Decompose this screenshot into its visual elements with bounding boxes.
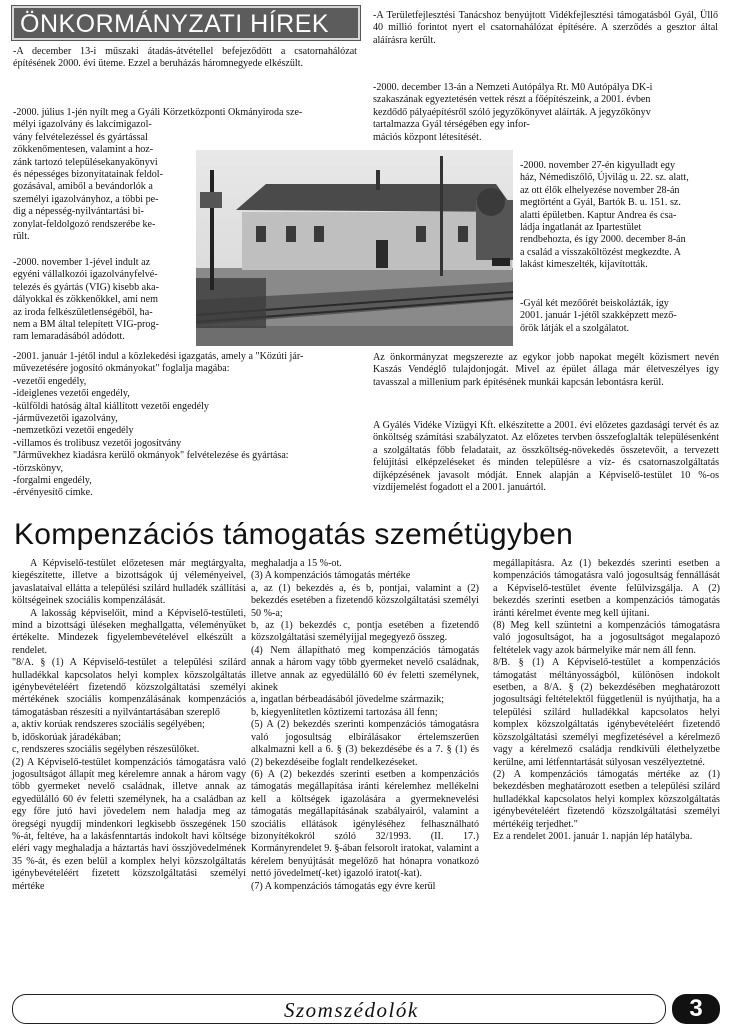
section-header — [12, 6, 360, 40]
vig-line: az iroda felkészületlenségéből, ha- — [13, 306, 153, 318]
vig-line: egyéni vállalkozói igazolványfelvé- — [13, 269, 158, 281]
paragraph-mezoor — [520, 298, 719, 335]
kozlekedesi-line: -villamos és trolibusz vezetői jogosítvány — [13, 437, 182, 449]
article-paragraph: (4) Nem állapítható meg kompenzációs támogatás annak a három vagy több gyermeket nevelő családnak, illetve annak az egyedülálló 60 év feletti személynek, akinek — [251, 644, 479, 694]
article-paragraph: a, ingatlan bérbeadásából jövedelme származik; — [251, 694, 445, 706]
article-paragraph: (3) A kompenzációs támogatás mértéke — [251, 570, 411, 582]
article-paragraph: a, az (1) bekezdés a, és b, pontjai, valamint a (2) bekezdés esetében a fizetendő közszolgáltatási személyi 50 %-a; — [251, 582, 479, 619]
kozlekedesi-line: -járművezetői igazolvány, — [13, 413, 118, 425]
tuzeset-line: lakást kimeszelték, kijavították. — [520, 259, 648, 271]
article-paragraph: (2) A Képviselő-testület kompenzációs támogatásra való jogosultságot állapít meg kérelemre annak a három vagy több gyermeket nevelő családnak, illetve annak az egyedülálló 60 év feletti személynek, ha a családban az egy főre jutó havi jövedelem nem haladja meg az öregségi nyugdíj mindenkori legkisebb összegének 150 %-át, feltéve, ha a lakásfenntartás indokolt havi költsége eléri vagy meghaladja a háztartás havi összjövedelmének 35 %-át, és ezen belül a komplex helyi közszolgáltatás igénybevételéért fizetett közszolgáltatási személyi mértéke — [12, 756, 246, 892]
okmanyiroda-line: -2000. július 1-jén nyílt meg a Gyáli Körzetközponti Okmányiroda sze- — [13, 107, 303, 118]
article-paragraph: Ez a rendelet 2001. január 1. napján lép hatályba. — [493, 830, 693, 842]
article-column-2 — [251, 558, 479, 893]
mezoor-line: 2001. január 1-jétől szakképzett mező- — [520, 310, 677, 322]
tuzeset-line: megtörtént a Gyál, Bartók B. u. 151. sz. — [520, 197, 681, 209]
okmanyiroda-line: mélyi igazolvány és lakcímigazol- — [13, 119, 152, 131]
vig-line: dályokkal és zökkenőkkel, ami nem — [13, 294, 158, 306]
article-paragraph: 8/B. § (1) A Képviselő-testület a kompenzációs támogatást méltányosságból, különösen indokolt esetben, a 8/A. § (2) bekezdésében meghatározott jogosultsági feltételektől függetlenül is nyújthatja, ha a települési szilárd hulladékkal kapcsolatos helyi komplex közszolgáltatás igénybevételéért fizetendő közszolgáltatási személyi megfizetésével a kérelmező vagy a kérelmező családja rendkívüli élethelyzetbe kerülne, ami létfenntartását súlyosan veszélyeztetné. — [493, 657, 720, 768]
autopalya-line: -2000. december 13-án a Nemzeti Autópálya Rt. M0 Autópálya DK-i — [373, 82, 653, 93]
article-paragraph: c, rendszeres szociális segélyben részesülőket. — [12, 744, 200, 756]
okmanyiroda-line: rült. — [13, 231, 30, 243]
tuzeset-line: alatti épületben. Kaptur Andrea és csa- — [520, 209, 677, 221]
paragraph-vendeglo — [373, 352, 719, 401]
mezoor-line: őrök látják el a szolgálatot. — [520, 322, 630, 334]
okmanyiroda-line: zánk tartozó településekanyakönyvi — [13, 156, 158, 168]
article-paragraph: (7) A kompenzációs támogatás egy évre kerül — [251, 880, 436, 892]
paragraph-kozlekedesi — [13, 351, 373, 500]
okmanyiroda-line: és népességes bizonyítatainak feldol- — [13, 169, 163, 181]
article-title: Kompenzációs támogatás szemétügyben — [14, 518, 574, 551]
kozlekedesi-line: -érvényesítő címke. — [13, 487, 93, 499]
publication-name: Szomszédolók — [284, 998, 419, 1022]
autopalya-line: kezdődő pályaépítésről szóló jegyzőkönyvet aláírták. A jegyzőkönyv — [373, 106, 651, 118]
tuzeset-line: ládja ingatlanát az Ipartestület — [520, 222, 642, 234]
right-top-column — [373, 10, 718, 59]
paragraph-tuzeset — [520, 160, 719, 272]
building-photo-image — [196, 150, 513, 346]
article-column-3 — [493, 558, 720, 843]
kozlekedesi-line: -vezetői engedély, — [13, 375, 87, 387]
kozlekedesi-line: -2001. január 1-jétől indul a közlekedési igazgatás, amely a "Közúti jár- — [13, 351, 304, 362]
article-paragraph: megállapításra. Az (1) bekezdés szerinti esetben a kompenzációs támogatásra való jogosultság fennállását a Képviselő-testület évente felülvizsgálja. A (2) bekezdés szerinti esetben a kompenzációs támogatás iránti kérelmet évente meg kell újítani. — [493, 558, 720, 619]
article-paragraph: "8/A. § (1) A Képviselő-testület a települési szilárd hulladékkal kapcsolatos helyi komplex közszolgáltatás igénybevételéért fizetendő közszolgáltatási személyi mértékének szociális kompenzálásának kompenzációs támogatásban részesíti a nyilvántartásában szereplő — [12, 657, 246, 718]
paragraph-teruletfejlesztes: -A Területfejlesztési Tanácshoz benyújtott Vidékfejlesztési támogatásból Gyál, Üllő 40 millió forintot nyert el csatornahálózat építésére. A szerződés a gesztor által aláírásra került. — [373, 10, 718, 46]
section-title: ÖNKORMÁNYZATI HÍREK — [20, 10, 330, 38]
article-paragraph: (2) A kompenzációs támogatás mértéke az (1) bekezdésben meghatározott esetben a települési szilárd hulladékkal kapcsolatos helyi komplex közszolgáltatás igénybevételéért fizetendő közszolgáltatási személyi mértékéig terjedhet." — [493, 768, 720, 830]
mezoor-line: -Gyál két mezőőrét beiskolázták, így — [520, 298, 669, 309]
article-column-1 — [12, 558, 246, 893]
paragraph-vendeglo-text: Az önkormányzat megszerezte az egykor jobb napokat megélt közismert nevén Kaszás Vendéglő tulajdonjogát. Mivel az épület állaga már életveszélyes így tavasszal a millenium park építésének munkái kapcsán lebontásra kerül. — [373, 352, 719, 388]
page-number: 3 — [672, 994, 720, 1024]
autopalya-line: tartalmazza Gyál térségében egy infor- — [373, 119, 530, 131]
article-paragraph: A Képviselő-testület előzetesen már megtárgyalta, kiegészítette, illetve a bizottságok új véleményeivel, javaslataival ellátta a települési szilárd hulladék szállítási költségeinek szociális kompenzálását. — [12, 558, 246, 607]
article-paragraph: (6) A (2) bekezdés szerinti esetben a kompenzációs támogatás megállapítása iránti kérelemhez mellékelni kell a költségek igazolására a gyermeknevelési támogatás megállapításának szabályairól, valamint a szociális ellátások igényléséhez felhasználható bizonyítékokról szóló 32/1993. (II. 17.) Kormányrendelet 9. §-ában felsorolt iratokat, valamint a kérelem benyújtását megelőző hat hónapra vonatkozó nettó jövedelmet(-ket) igazoló iratot(-kat). — [251, 768, 479, 880]
vig-line: nem a BM által telepített VIG-prog- — [13, 319, 159, 331]
vig-line: telezés és gyártás (VIG) kisebb aka- — [13, 281, 160, 293]
paragraph-vig — [13, 257, 189, 344]
okmanyiroda-line: dig a népesség-nyilvántartási bi- — [13, 206, 144, 218]
article-paragraph: (8) Meg kell szüntetni a kompenzációs támogatásra való jogosultságot, ha a jogosultságot megalapozó feltételek vagy azok bármelyike már nem áll fenn. — [493, 620, 720, 656]
paragraph-vizugyi-text: A Gyálés Vidéke Vízügyi Kft. elkészítette a 2001. évi előzetes gazdasági tervét és az önköltség számítási szabályzatot. Az előzetes tervben összefoglalták településenként a szolgáltatás főbb feladatait, az összköltség-növekedés összetevőit, a tervezett felújítási elképzeléseket és minden településre a víz- és csatornaszolgáltatás díjképzésének javasolt módját. Ennek alapján a Képviselő-testület 10 %-os vízdíjemelést fogadott el a 2001. januártól. — [373, 420, 719, 494]
page-footer — [12, 994, 717, 1024]
article-paragraph: meghaladja a 15 %-ot. — [251, 558, 342, 569]
building-photo — [196, 150, 513, 346]
tuzeset-line: ház, Némediszőlő, Újvilág u. 22. sz. alatt, — [520, 172, 689, 184]
kozlekedesi-line: -külföldi hatóság által kiállított vezetői engedély — [13, 400, 209, 412]
kozlekedesi-line: művezetésére jogosító okmányokat" foglalja magába: — [13, 363, 230, 375]
kozlekedesi-line: -törzskönyv, — [13, 462, 64, 474]
paragraph-csatorna: -A december 13-i műszaki átadás-átvétellel befejeződött a csatornahálózat építésének 2000. évi üteme. Ezzel a beruházás háromnegyede elkészült. — [13, 46, 357, 70]
autopalya-line: szakaszának egyeztetésén vettek részt a főépítészeink, a 2001. évben — [373, 94, 651, 106]
article-paragraph: (5) A (2) bekezdés szerinti kompenzációs támogatásra való jogosultság elbírálásakor értelemszerűen alkalmazni kell a 6. § (3) bekezdésébe és a 7. § (1) és (2) bekezdéseibe foglalt rendelkezéseket. — [251, 719, 479, 768]
okmanyiroda-line: zonylat-feldolgozó rendszerébe ke- — [13, 218, 156, 230]
article-paragraph: b, időskorúak járadékában; — [12, 731, 122, 743]
okmanyiroda-line: vány felvételezéssel és gyártással — [13, 131, 148, 143]
tuzeset-line: a család a visszaköltözést megkezdte. A — [520, 246, 681, 258]
article-paragraph: A lakosság képviselőit, mind a Képviselő-testületi, mind a bizottsági üléseken meghallgatta, véleményüket értékelte. Mindezek figyelembevételével elkészült a rendelet. — [12, 607, 246, 656]
autopalya-line: mációs központ létesítését. — [373, 131, 482, 143]
kozlekedesi-line: -forgalmi engedély, — [13, 475, 92, 487]
okmanyiroda-line: személyi igazolványhoz, a többi pe- — [13, 193, 159, 205]
left-top-column — [13, 46, 357, 83]
paragraph-autopalya — [373, 82, 719, 144]
okmanyiroda-line: zökkenőmentesen, valamint a hoz- — [13, 144, 154, 156]
tuzeset-line: rendbehozta, és így 2000. december 8-án — [520, 234, 686, 246]
vig-line: -2000. november 1-jével indult az — [13, 257, 151, 268]
tuzeset-line: az ott élők elhelyezése november 28-án — [520, 184, 680, 196]
vig-line: ram lemaradásából adódott. — [13, 331, 125, 343]
kozlekedesi-line: -nemzetközi vezetői engedély — [13, 425, 134, 437]
kozlekedesi-line: "Járművekhez kiadásra kerülő okmányok" felvételezése és gyártása: — [13, 450, 289, 462]
article-paragraph: b, az (1) bekezdés c, pontja esetében a fizetendő közszolgáltatási személyijjal megegyező összeg. — [251, 620, 479, 644]
kozlekedesi-line: -ideiglenes vezetői engedély, — [13, 388, 130, 400]
paragraph-vizugyi — [373, 420, 719, 506]
tuzeset-line: -2000. november 27-én kigyulladt egy — [520, 160, 676, 171]
article-paragraph: a, aktív korúak rendszeres szociális segélyében; — [12, 719, 205, 731]
okmanyiroda-line: gozásával, amiből a bevándorlók a — [13, 181, 153, 193]
article-paragraph: b, kiegyenlítetlen köztizemi tartozása áll fenn; — [251, 706, 438, 718]
